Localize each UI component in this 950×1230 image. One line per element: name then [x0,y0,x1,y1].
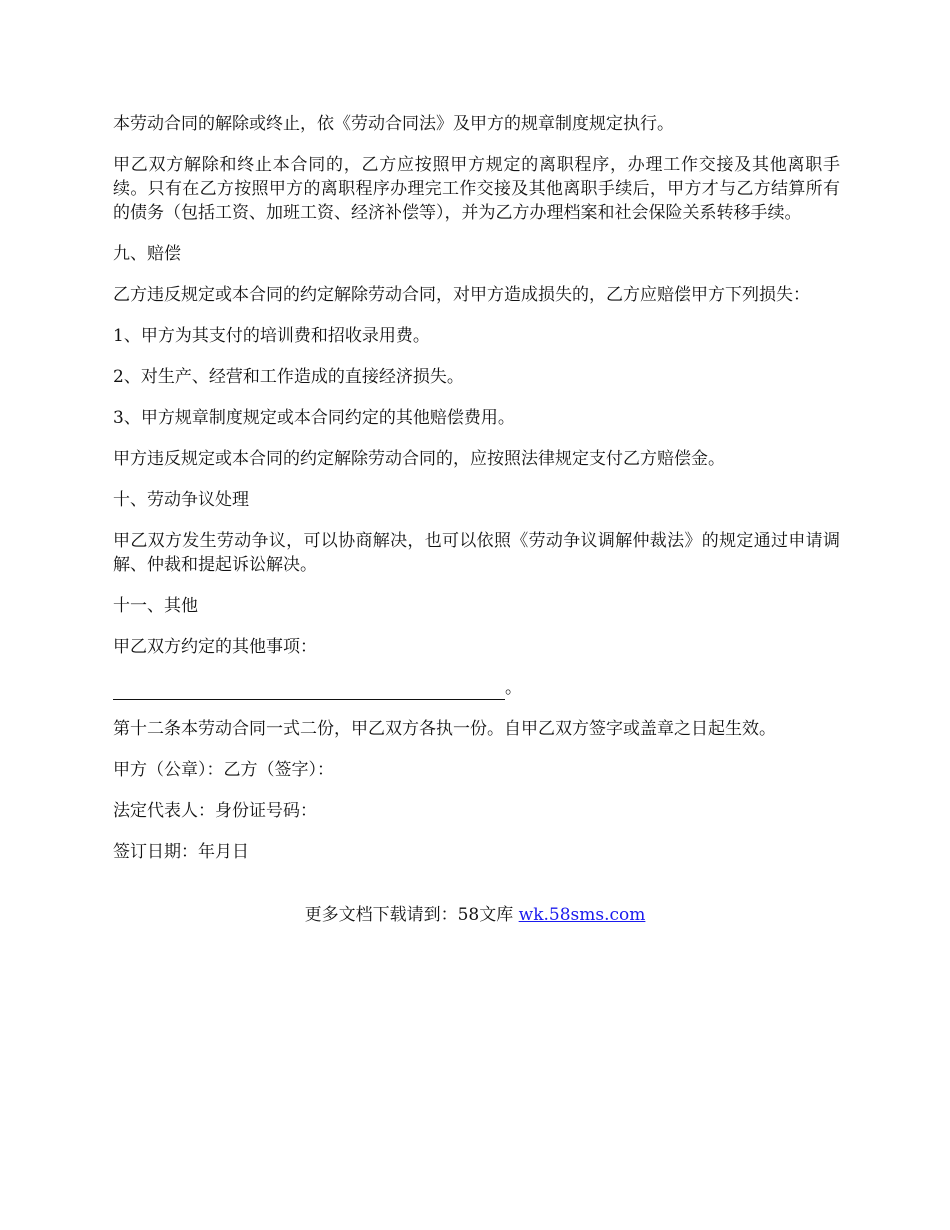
signature-date: 签订日期：年月日 [113,842,249,862]
document-body [113,112,840,881]
blank-suffix: 。 [505,678,522,698]
list-item-training-fees: 1、甲方为其支付的培训费和招收录用费。 [113,326,430,346]
paragraph-other-matters: 甲乙双方约定的其他事项： [113,637,317,657]
blank-underline [113,679,505,700]
list-item-direct-loss: 2、对生产、经营和工作造成的直接经济损失。 [113,367,464,387]
paragraph-article-12: 第十二条本劳动合同一式二份，甲乙双方各执一份。自甲乙双方签字或盖章之日起生效。 [113,719,776,739]
footer [0,903,950,927]
footer-text: 更多文档下载请到：58文库 [304,905,519,925]
paragraph-dispute-resolution: 甲乙双方发生劳动争议，可以协商解决，也可以依照《劳动争议调解仲裁法》的规定通过申请调解、仲裁和提起诉讼解决。 [113,531,840,575]
paragraph-termination: 本劳动合同的解除或终止，依《劳动合同法》及甲方的规章制度规定执行。 [113,114,674,134]
list-item-other-fees: 3、甲方规章制度规定或本合同约定的其他赔偿费用。 [113,408,515,428]
paragraph-resignation-procedure: 甲乙双方解除和终止本合同的，乙方应按照甲方规定的离职程序，办理工作交接及其他离职手续。只有在乙方按照甲方的离职程序办理完工作交接及其他离职手续后，甲方才与乙方结算所有的债务（包括工资、加班工资、经济补偿等），并为乙方办理档案和社会保险关系转移手续。 [113,155,840,223]
section-heading-other: 十一、其他 [113,596,198,616]
footer-link[interactable]: wk.58sms.com [518,905,646,925]
section-heading-disputes: 十、劳动争议处理 [113,490,249,510]
signature-representative: 法定代表人：身份证号码： [113,801,317,821]
blank-fill-line [113,676,840,700]
paragraph-employer-compensation: 甲方违反规定或本合同的约定解除劳动合同的，应按照法律规定支付乙方赔偿金。 [113,449,725,469]
paragraph-compensation-intro: 乙方违反规定或本合同的约定解除劳动合同，对甲方造成损失的，乙方应赔偿甲方下列损失： [113,285,810,305]
section-heading-compensation: 九、赔偿 [113,244,181,264]
signature-parties: 甲方（公章）：乙方（签字）： [113,760,334,780]
